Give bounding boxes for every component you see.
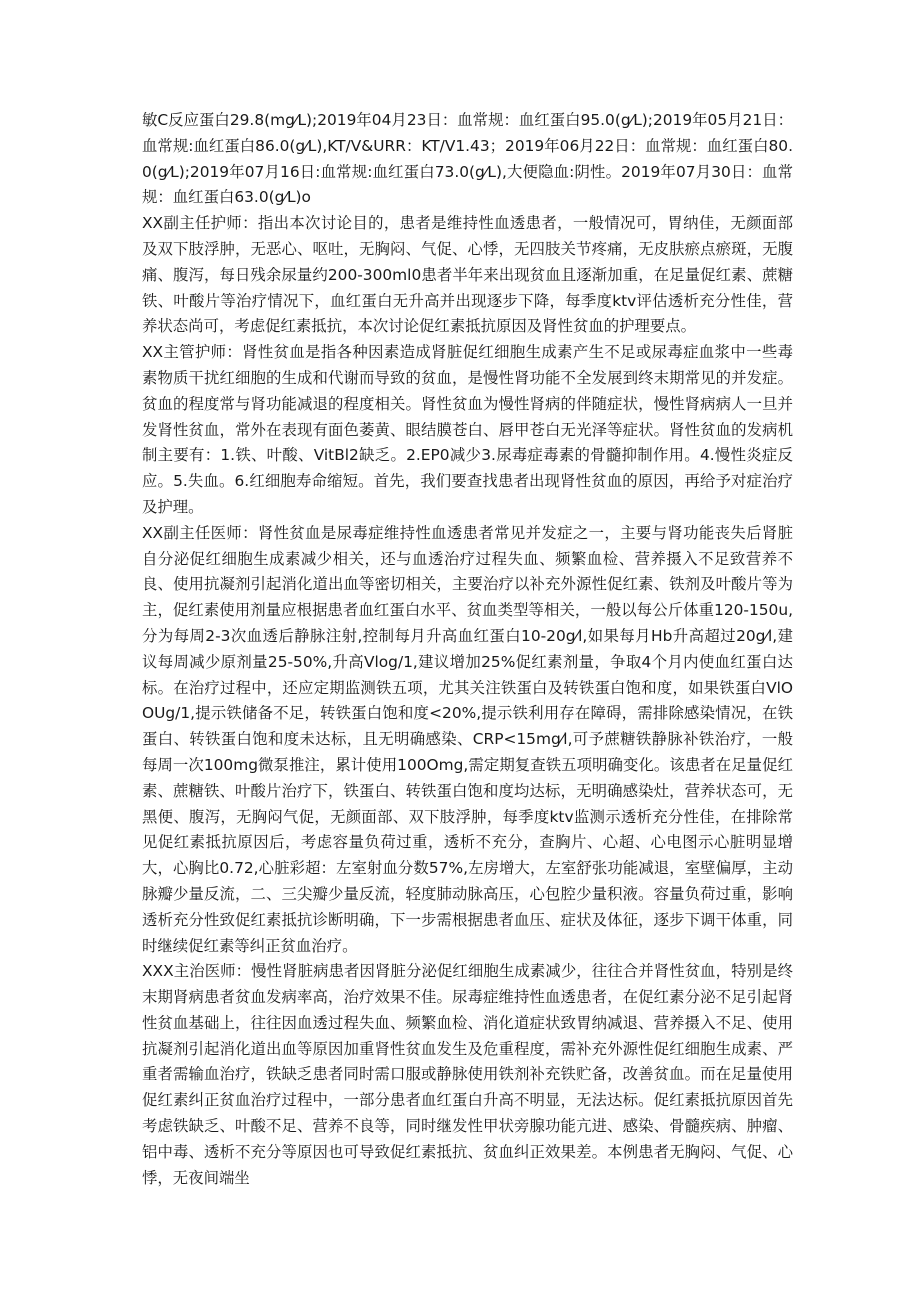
paragraph-attending-physician: XXX主治医师：慢性肾脏病患者因肾脏分泌促红细胞生成素减少，往往合并肾性贫血，特别是终末期肾病患者贫血发病率高，治疗效果不佳。尿毒症维持性血透患者，在促红素分泌不足引起肾性贫血基础上，往往因血透过程失血、频繁血检、消化道症状致胃纳减退、营养摄入不足、使用抗凝剂引起消化道出血等原因加重肾性贫血发生及危重程度，需补充外源性促红细胞生成素、严重者需输血治疗，铁缺乏患者同时需口服或静脉使用铁剂补充铁贮备，改善贫血。而在足量使用促红素纠正贫血治疗过程中，一部分患者血红蛋白升高不明显，无法达标。促红素抵抗原因首先考虑铁缺乏、叶酸不足、营养不良等，同时继发性甲状旁腺功能亢进、感染、骨髓疾病、肿瘤、铝中毒、透析不充分等原因也可导致促红素抵抗、贫血纠正效果差。本例患者无胸闷、气促、心悸，无夜间端坐 xyxy=(142,962,793,1187)
paragraph-deputy-chief-physician: XX副主任医师：肾性贫血是尿毒症维持性血透患者常见并发症之一，主要与肾功能丧失后肾脏自分泌促红细胞生成素减少相关，还与血透治疗过程失血、频繁血检、营养摄入不足致营养不良、使用抗凝剂引起消化道出血等密切相关，主要治疗以补充外源性促红素、铁剂及叶酸片等为主，促红素使用剂量应根据患者血红蛋白水平、贫血类型等相关，一般以每公斤体重120-150u,分为每周2-3次血透后静脉注射,控制每月升高血红蛋白10-20g⁄l,如果每月Hb升高超过20g⁄l,建议每周减少原剂量25-50%,升高Vlog/1,建议增加25%促红素剂量，争取4个月内使血红蛋白达标。在治疗过程中，还应定期监测铁五项，尤其关注铁蛋白及转铁蛋白饱和度，如果铁蛋白VlOOUg/1,提示铁储备不足，转铁蛋白饱和度<20%,提示铁利用存在障碍，需排除感染情况，在铁蛋白、转铁蛋白饱和度未达标，且无明确感染、CRP<15mg⁄l,可予蔗糖铁静脉补铁治疗，一般每周一次100mg微泵推注，累计使用100Omg,需定期复查铁五项明确变化。该患者在足量促红素、蔗糖铁、叶酸片治疗下，铁蛋白、转铁蛋白饱和度均达标，无明确感染灶，营养状态可，无黑便、腹泻，无胸闷气促，无颜面部、双下肢浮肿，每季度ktv监测示透析充分性佳，在排除常见促红素抵抗原因后，考虑容量负荷过重，透析不充分，查胸片、心超、心电图示心脏明显增大，心胸比0.72,心脏彩超：左室射血分数57%,左房增大，左室舒张功能减退，室壁偏厚，主动脉瓣少量反流，二、三尖瓣少量反流，轻度肺动脉高压，心包腔少量积液。容量负荷过重，影响透析充分性致促红素抵抗诊断明确，下一步需根据患者血压、症状及体征，逐步下调干体重，同时继续促红素等纠正贫血治疗。 xyxy=(142,523,793,955)
paragraph-charge-nurse: XX主管护师：肾性贫血是指各种因素造成肾脏促红细胞生成素产生不足或尿毒症血浆中一些毒素物质干扰红细胞的生成和代谢而导致的贫血，是慢性肾功能不全发展到终末期常见的并发症。贫血的程度常与肾功能减退的程度相关。肾性贫血为慢性肾病的伴随症状，慢性肾病病人一旦并发肾性贫血，常外在表现有面色萎黄、眼结膜苍白、唇甲苍白无光泽等症状。肾性贫血的发病机制主要有：1.铁、叶酸、VitBl2缺乏。2.EP0减少3.尿毒症毒素的骨髓抑制作用。4.慢性炎症反应。5.失血。6.红细胞寿命缩短。首先，我们要查找患者出现肾性贫血的原因，再给予对症治疗及护理。 xyxy=(142,343,793,516)
document-page xyxy=(142,108,793,1191)
paragraph-lab-results: 敏C反应蛋白29.8(mg⁄L);2019年04月23日：血常规：血红蛋白95.0(g⁄L);2019年05月21日：血常规:血红蛋白86.0(g⁄L),KT/V&URR：KT/V1.43；2019年06月22日：血常规：血红蛋白80.0(g⁄L);2019年07月16日:血常规:血红蛋白73.0(g⁄L),大便隐血:阴性。2019年07月30日：血常规：血红蛋白63.0(g⁄L)o xyxy=(142,111,793,207)
paragraph-deputy-chief-nurse: XX副主任护师：指出本次讨论目的，患者是维持性血透患者，一般情况可，胃纳佳，无颜面部及双下肢浮肿，无恶心、呕吐，无胸闷、气促、心悸，无四肢关节疼痛，无皮肤瘀点瘀斑，无腹痛、腹泻，每日残余尿量约200-300ml0患者半年来出现贫血且逐渐加重，在足量促红素、蔗糖铁、叶酸片等治疗情况下，血红蛋白无升高并出现逐步下降，每季度ktv评估透析充分性佳，营养状态尚可，考虑促红素抵抗，本次讨论促红素抵抗原因及肾性贫血的护理要点。 xyxy=(142,214,793,336)
